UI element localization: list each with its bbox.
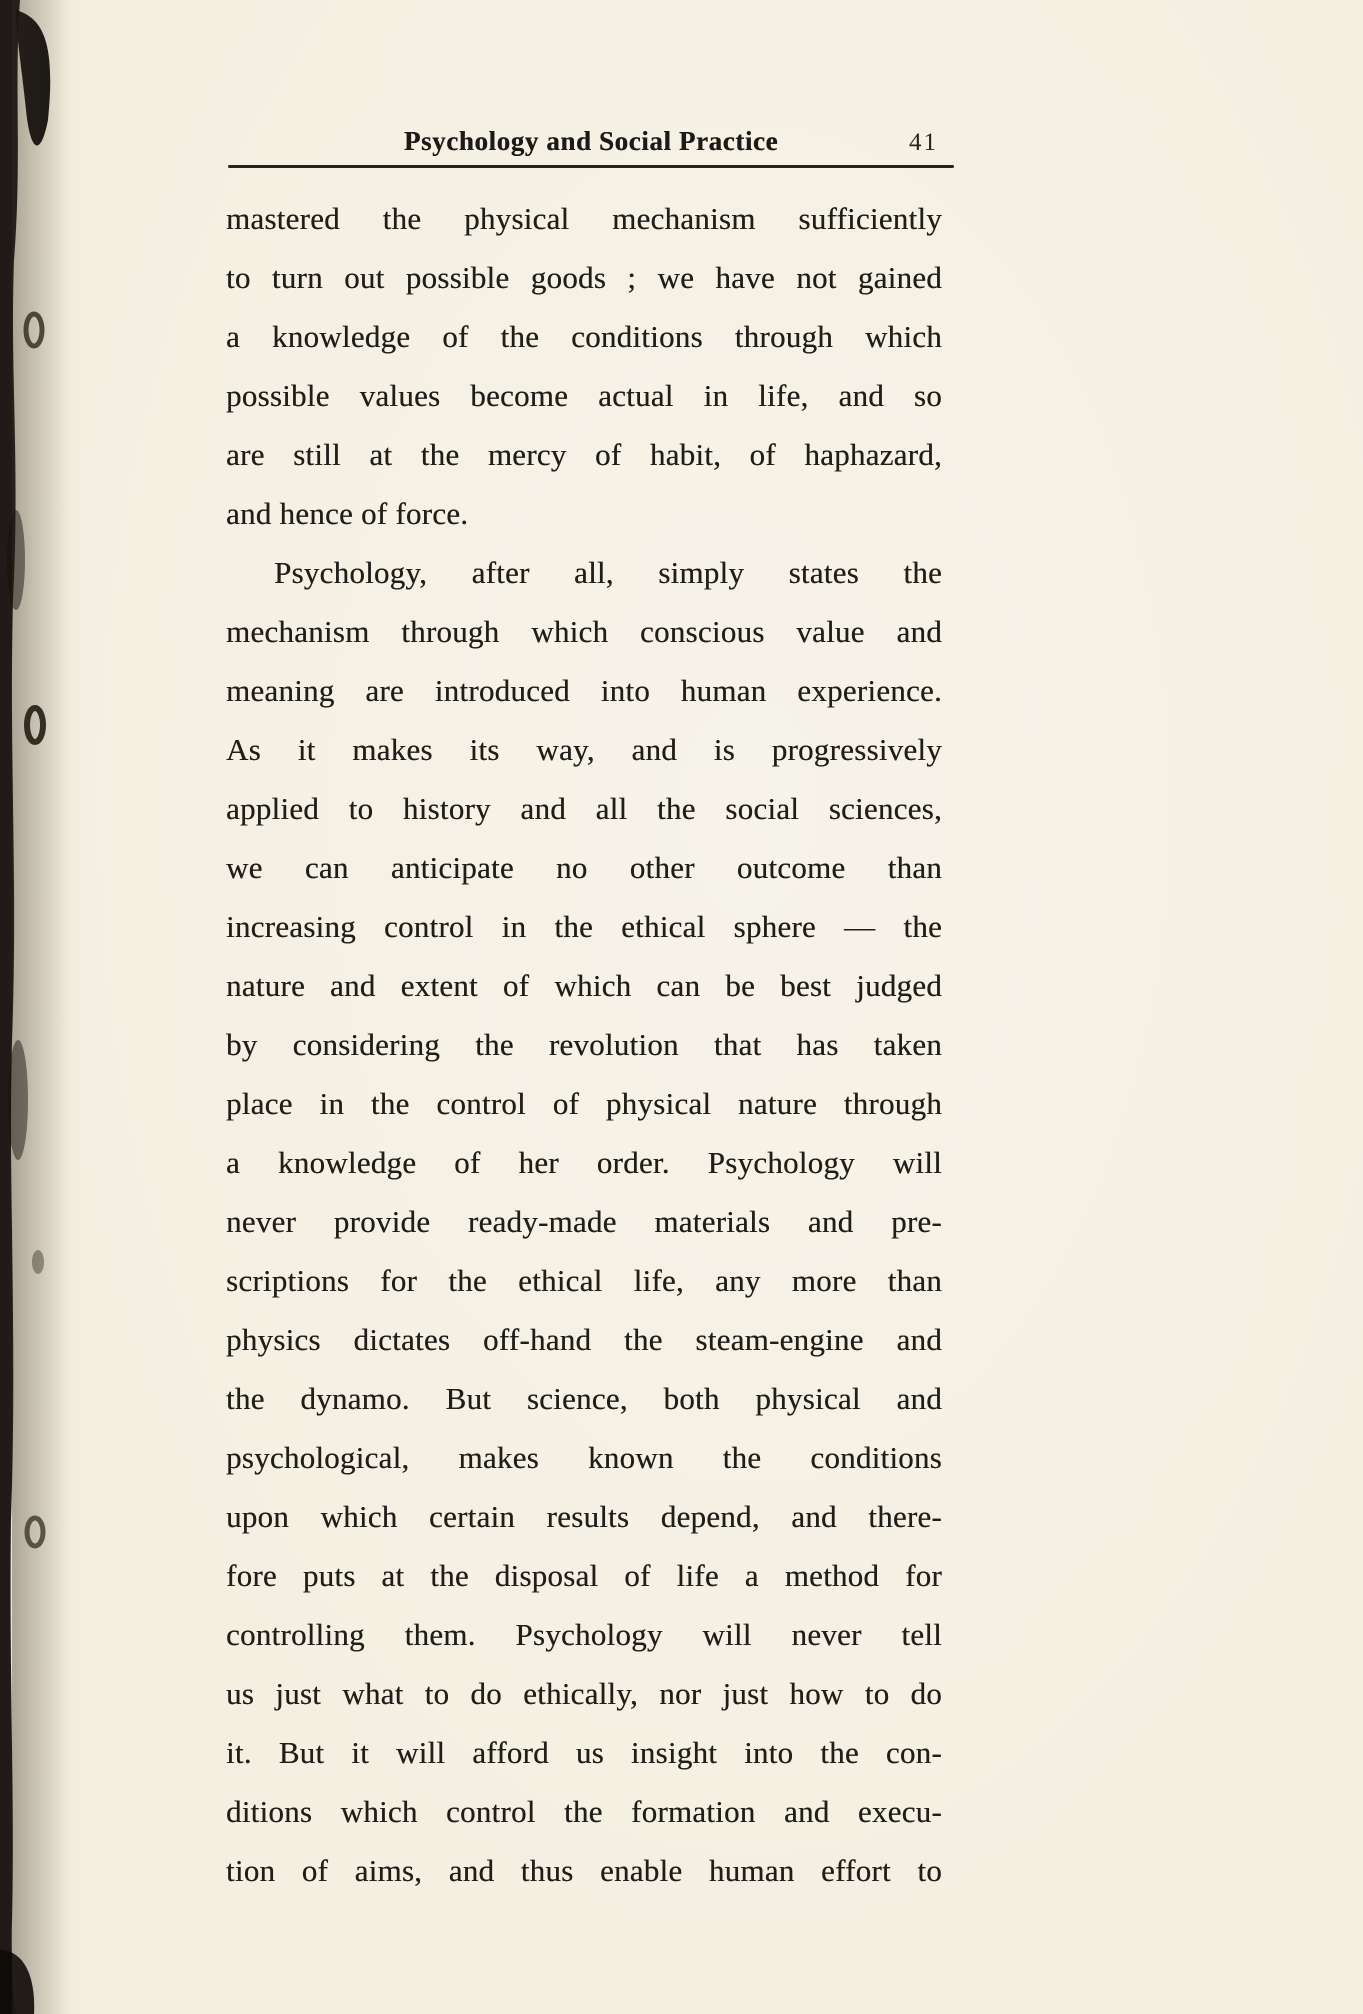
text-line: it. But it will afford us insight into the con- — [226, 1735, 942, 1770]
text-line: never provide ready-made materials and pre- — [226, 1204, 942, 1239]
page-header — [230, 124, 952, 160]
text-line: possible values become actual in life, and so — [226, 378, 942, 413]
text-line: As it makes its way, and is progressively — [226, 732, 942, 767]
text-line: meaning are introduced into human experience. — [226, 673, 942, 708]
text-line: and hence of force. — [226, 496, 469, 531]
text-line: mechanism through which conscious value and — [226, 614, 942, 649]
binding-mark — [32, 1250, 44, 1274]
binding-mark — [27, 708, 43, 742]
text-line: place in the control of physical nature through — [226, 1086, 942, 1121]
binding-bottom-mark — [0, 1950, 34, 2014]
paragraph — [226, 189, 942, 543]
paragraph — [226, 543, 942, 1900]
book-binding-edge — [0, 0, 70, 2014]
text-line: a knowledge of her order. Psychology will — [226, 1145, 942, 1180]
text-line: controlling them. Psychology will never tell — [226, 1617, 942, 1652]
text-line: are still at the mercy of habit, of haphazard, — [226, 437, 942, 472]
text-line: upon which certain results depend, and there- — [226, 1499, 942, 1534]
binding-mark — [26, 314, 42, 346]
running-title: Psychology and Social Practice — [403, 126, 779, 156]
text-line: applied to history and all the social sciences, — [226, 791, 942, 826]
text-line: the dynamo. But science, both physical and — [226, 1381, 942, 1416]
text-line: tion of aims, and thus enable human effort to — [226, 1853, 942, 1888]
text-line: a knowledge of the conditions through which — [226, 319, 942, 354]
text-line: us just what to do ethically, nor just how to do — [226, 1676, 942, 1711]
binding-mark — [27, 1518, 43, 1546]
page-number: 41 — [909, 129, 938, 156]
text-line: physics dictates off-hand the steam-engine and — [226, 1322, 942, 1357]
text-line: increasing control in the ethical sphere — the — [226, 909, 942, 944]
binding-shadow-graphic — [0, 0, 70, 2014]
header-rule — [228, 165, 954, 168]
binding-top-mark — [16, 10, 50, 145]
text-line: fore puts at the disposal of life a method for — [226, 1558, 942, 1593]
text-line: scriptions for the ethical life, any more than — [226, 1263, 942, 1298]
text-line: Psychology, after all, simply states the — [274, 555, 942, 590]
text-line: we can anticipate no other outcome than — [226, 850, 942, 885]
text-line: by considering the revolution that has taken — [226, 1027, 942, 1062]
text-line: ditions which control the formation and execu- — [226, 1794, 942, 1829]
page-body — [226, 189, 942, 1900]
text-line: to turn out possible goods ; we have not gained — [226, 260, 942, 295]
text-line: mastered the physical mechanism sufficiently — [226, 201, 942, 236]
text-line: nature and extent of which can be best judged — [226, 968, 942, 1003]
text-line: psychological, makes known the conditions — [226, 1440, 942, 1475]
